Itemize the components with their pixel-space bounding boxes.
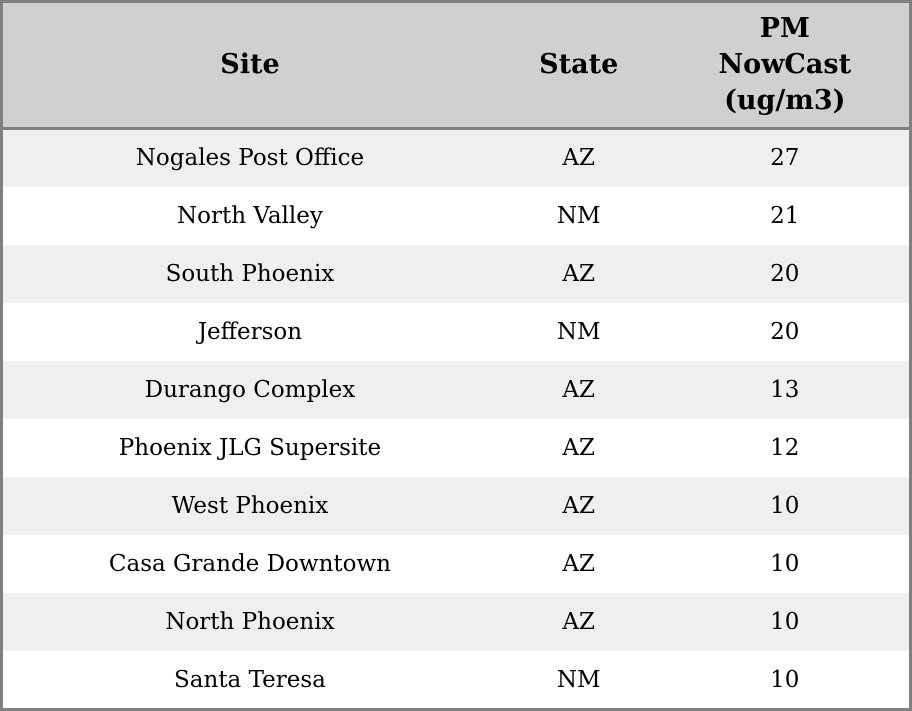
state-cell: AZ <box>562 376 595 403</box>
site-cell: Durango Complex <box>144 376 356 403</box>
pm-cell: 12 <box>770 435 800 462</box>
state-cell: NM <box>556 202 601 229</box>
header-cell-state: State <box>497 2 661 129</box>
pm-cell: 20 <box>770 260 800 287</box>
table-body <box>2 129 911 710</box>
pm-cell: 10 <box>770 609 800 636</box>
pm-cell: 13 <box>770 376 800 403</box>
pm-cell: 10 <box>770 666 800 693</box>
table-row <box>2 477 911 535</box>
pm-cell: 27 <box>770 145 800 172</box>
state-cell: NM <box>556 666 601 693</box>
pm-cell: 10 <box>770 493 800 520</box>
table-row <box>2 303 911 361</box>
pm-cell: 21 <box>770 202 800 229</box>
site-cell: North Valley <box>177 202 323 229</box>
table-row <box>2 593 911 651</box>
table-row <box>2 361 911 419</box>
site-cell: West Phoenix <box>171 493 329 520</box>
site-cell: Nogales Post Office <box>135 145 365 172</box>
state-cell: AZ <box>562 435 595 462</box>
site-cell: South Phoenix <box>165 260 335 287</box>
state-cell: AZ <box>562 145 595 172</box>
state-cell: AZ <box>562 493 595 520</box>
site-cell: Santa Teresa <box>174 666 326 693</box>
state-cell: AZ <box>562 609 595 636</box>
table-row <box>2 419 911 477</box>
table-row <box>2 245 911 303</box>
site-cell: Jefferson <box>197 318 303 345</box>
state-cell: NM <box>556 318 601 345</box>
state-cell: AZ <box>562 551 595 578</box>
site-cell: Phoenix JLG Supersite <box>118 435 382 462</box>
table-row <box>2 129 911 187</box>
state-cell: AZ <box>562 260 595 287</box>
site-cell: North Phoenix <box>165 609 335 636</box>
table-row <box>2 187 911 245</box>
table-row <box>2 535 911 593</box>
site-cell: Casa Grande Downtown <box>108 551 391 578</box>
table-header <box>2 2 911 129</box>
header-cell-site: Site <box>2 2 497 129</box>
header-cell-pm-label: PM NowCast (ug/m3) <box>718 13 852 116</box>
table-row <box>2 651 911 709</box>
header-cell-pm <box>661 2 911 129</box>
pm-cell: 10 <box>770 551 800 578</box>
pm-cell: 20 <box>770 318 800 345</box>
header-row <box>2 2 911 129</box>
